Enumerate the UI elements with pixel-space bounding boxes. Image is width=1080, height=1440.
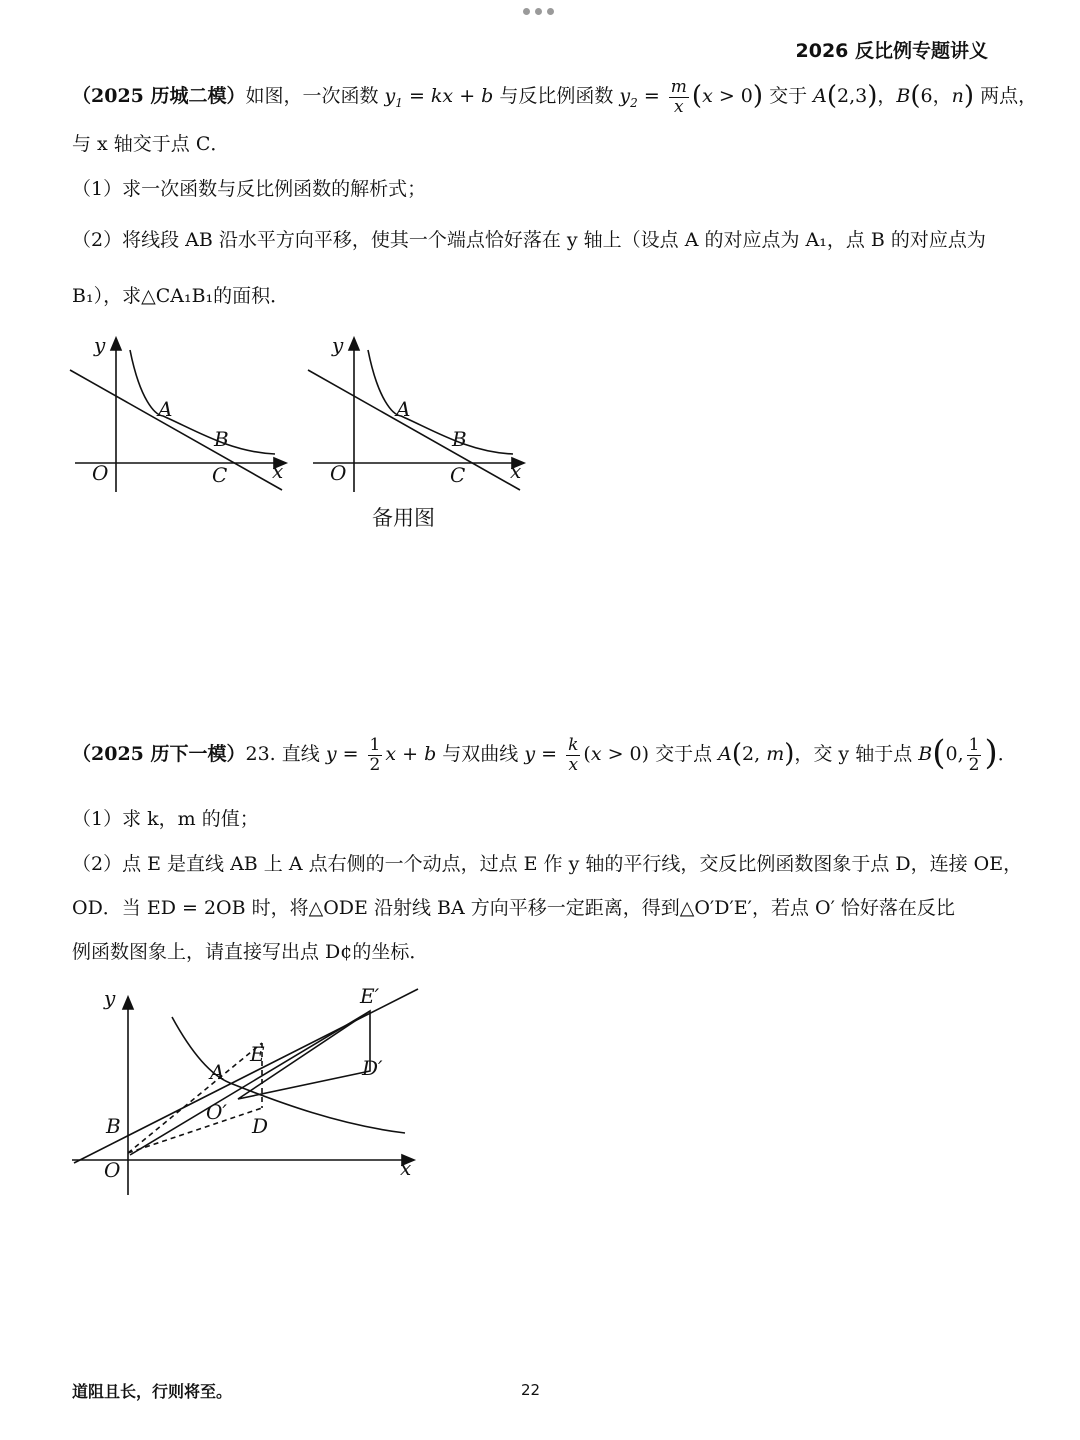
svg-text:y: y <box>332 333 344 357</box>
label-a: A <box>158 397 173 421</box>
label-o-prime: O′ <box>206 1100 227 1124</box>
p2-number: 23. <box>245 743 276 765</box>
svg-text:O: O <box>330 461 347 485</box>
p1-q2-line1: （2）将线段 AB 沿水平方向平移，使其一个端点恰好落在 y 轴上（设点 A 的对应点为 A₁，点 B 的对应点为 <box>72 229 986 251</box>
page-number: 22 <box>521 1381 541 1399</box>
svg-text:B: B <box>452 427 467 451</box>
p2-tag: （2025 历下一模） <box>72 743 246 765</box>
y-axis-arrow-icon <box>349 338 359 350</box>
label-o: O <box>92 461 109 485</box>
p2-frac-half: $\frac{1}{2}$ <box>369 734 381 775</box>
p2-q2-line1: （2）点 E 是直线 AB 上 A 点右侧的一个动点，过点 E 作 y 轴的平行线，交反比例函数图象于点 D，连接 OE， <box>72 853 1023 875</box>
label-b: B <box>106 1114 121 1138</box>
label-c: C <box>212 463 228 487</box>
label-y: y <box>104 986 116 1010</box>
svg-text:C: C <box>450 463 466 487</box>
segment-o-e-prime <box>130 1011 370 1155</box>
figure-caption: 备用图 <box>372 506 435 530</box>
p2-stem-line: （2025 历下一模）23. 直线 y = $\frac{1}{2}$ x + b 与双曲线 y = $\frac{k}{x}$ (x > 0) 交于点 A(2, m)，交 y 轴于点 B(0, $\frac{1}{2}$ )． <box>72 733 1017 775</box>
p1-point-a: A <box>813 85 827 108</box>
label-x: x <box>272 459 284 483</box>
p2-q2-line2: OD．当 ED = 2OB 时，将△ODE 沿射线 BA 方向平移一定距离，得到△O′D′E′，若点 O′ 恰好落在反比 <box>72 897 955 919</box>
hyperbola <box>130 350 275 454</box>
p1-linear-eq: $y_1$ = kx + b <box>384 85 494 110</box>
p2-frac-k-x: $\frac{k}{x}$ <box>568 734 579 775</box>
label-e-prime: E′ <box>360 984 380 1008</box>
p1-q1: （1）求一次函数与反比例函数的解析式； <box>72 178 427 200</box>
label-o: O <box>104 1158 121 1182</box>
p1-q2-line2: B₁），求△CA₁B₁的面积． <box>72 285 290 307</box>
label-d: D <box>252 1114 269 1138</box>
header-title: 2026 反比例专题讲义 <box>795 40 988 62</box>
p2-q2-line3: 例函数图象上，请直接写出点 D¢的坐标． <box>72 941 429 963</box>
p1-line2: 与 x 轴交于点 C． <box>72 133 230 155</box>
p1-figure-backup <box>298 330 538 500</box>
p1-frac-m-x: $\frac{m}{x}$ <box>670 77 687 117</box>
label-a: A <box>210 1060 225 1084</box>
p2-q1: （1）求 k，m 的值； <box>72 808 259 830</box>
y-axis-arrow-icon <box>123 997 133 1009</box>
label-d-prime: D′ <box>362 1056 383 1080</box>
y-axis-arrow-icon <box>111 338 121 350</box>
label-y: y <box>94 333 106 357</box>
footer-motto: 道阻且长，行则将至。 <box>72 1382 233 1401</box>
label-x: x <box>400 1156 412 1180</box>
p2-figure <box>60 975 430 1205</box>
p1-point-b: B <box>896 85 911 108</box>
svg-text:x: x <box>510 459 522 483</box>
segment-o-d <box>128 1108 262 1153</box>
label-b: B <box>214 427 229 451</box>
p1-stem-line: （2025 历城二模）如图，一次函数 $y_1$ = kx + b 与反比例函数 $y_2$ = $\frac{m}{x}$ (x > 0) 交于 A(2,3)，B(6，n) 两点， <box>72 77 1038 117</box>
svg-text:A: A <box>396 397 411 421</box>
more-dots-icon[interactable] <box>523 8 554 15</box>
p1-inverse-eq: $y_2$ = <box>619 85 666 110</box>
label-e: E <box>250 1042 265 1066</box>
p1-figure-main <box>60 330 300 500</box>
p1-tag: （2025 历城二模） <box>72 85 246 108</box>
